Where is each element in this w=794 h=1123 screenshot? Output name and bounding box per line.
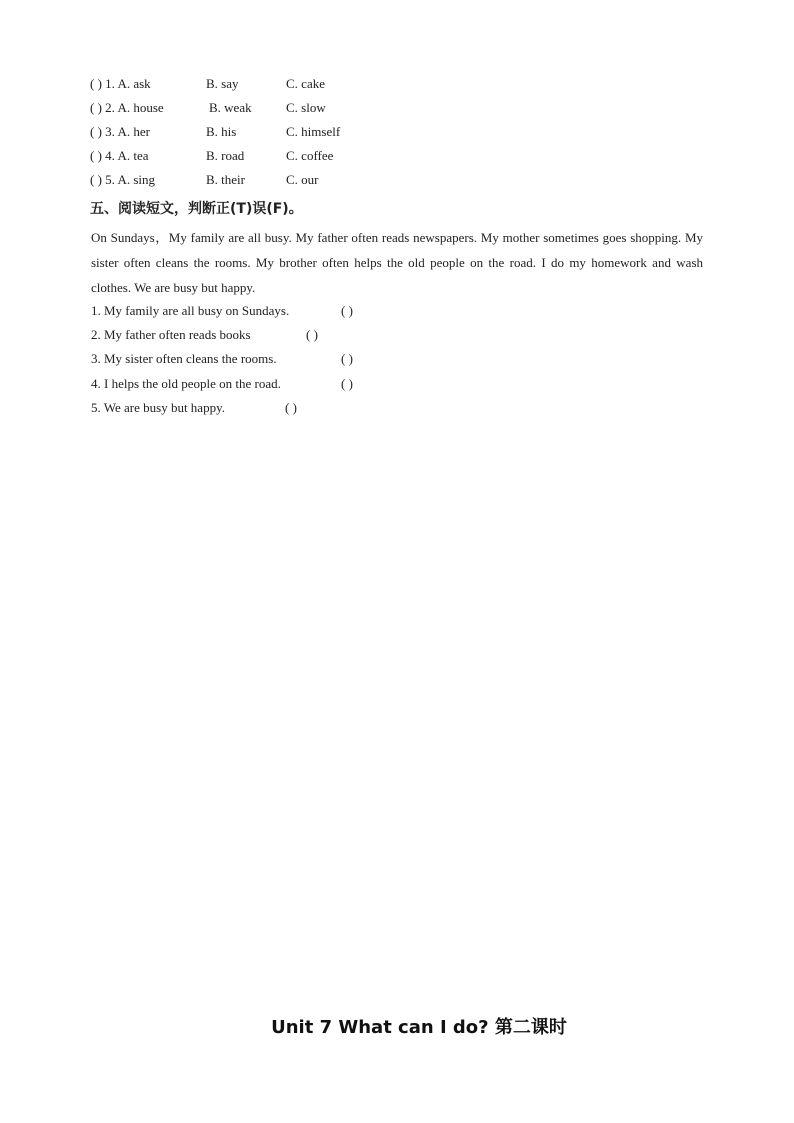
statement-text: 5. We are busy but happy. xyxy=(91,400,225,415)
option-b: B. say xyxy=(206,76,239,91)
option-b: B. their xyxy=(206,172,245,187)
statement-text: 1. My family are all busy on Sundays. xyxy=(91,303,290,318)
statement-text: 2. My father often reads books xyxy=(91,327,251,342)
statement-text: 3. My sister often cleans the rooms. xyxy=(91,351,277,366)
answer-blank[interactable]: ( ) xyxy=(306,327,318,342)
answer-blank[interactable]: ( ) xyxy=(341,376,353,391)
option-c: C. himself xyxy=(286,124,341,139)
question-stem: ( ) 5. A. sing xyxy=(90,172,155,187)
answer-blank[interactable]: ( ) xyxy=(341,351,353,366)
question-stem: ( ) 1. A. ask xyxy=(90,76,151,91)
reading-passage: On Sundays，My family are all busy. My father often reads newspapers. My mother sometimes goes shopping. My sister often cleans the rooms. My brother often helps the old people on the road. I do my homework and wash clothes. We are busy but happy. xyxy=(91,230,704,295)
statement-text: 4. I helps the old people on the road. xyxy=(91,376,281,391)
option-b: B. weak xyxy=(209,100,252,115)
question-stem: ( ) 2. A. house xyxy=(90,100,164,115)
section-heading: 五、阅读短文，判断正(T)误(F)。 xyxy=(90,201,303,217)
option-c: C. our xyxy=(286,172,319,187)
option-c: C. cake xyxy=(286,76,325,91)
answer-blank[interactable]: ( ) xyxy=(341,303,353,318)
unit-title: Unit 7 What can I do? 第二课时 xyxy=(271,1017,567,1038)
question-stem: ( ) 4. A. tea xyxy=(90,148,149,163)
option-c: C. slow xyxy=(286,100,326,115)
option-b: B. his xyxy=(206,124,237,139)
question-stem: ( ) 3. A. her xyxy=(90,124,150,139)
option-b: B. road xyxy=(206,148,245,163)
option-c: C. coffee xyxy=(286,148,334,163)
answer-blank[interactable]: ( ) xyxy=(285,400,297,415)
